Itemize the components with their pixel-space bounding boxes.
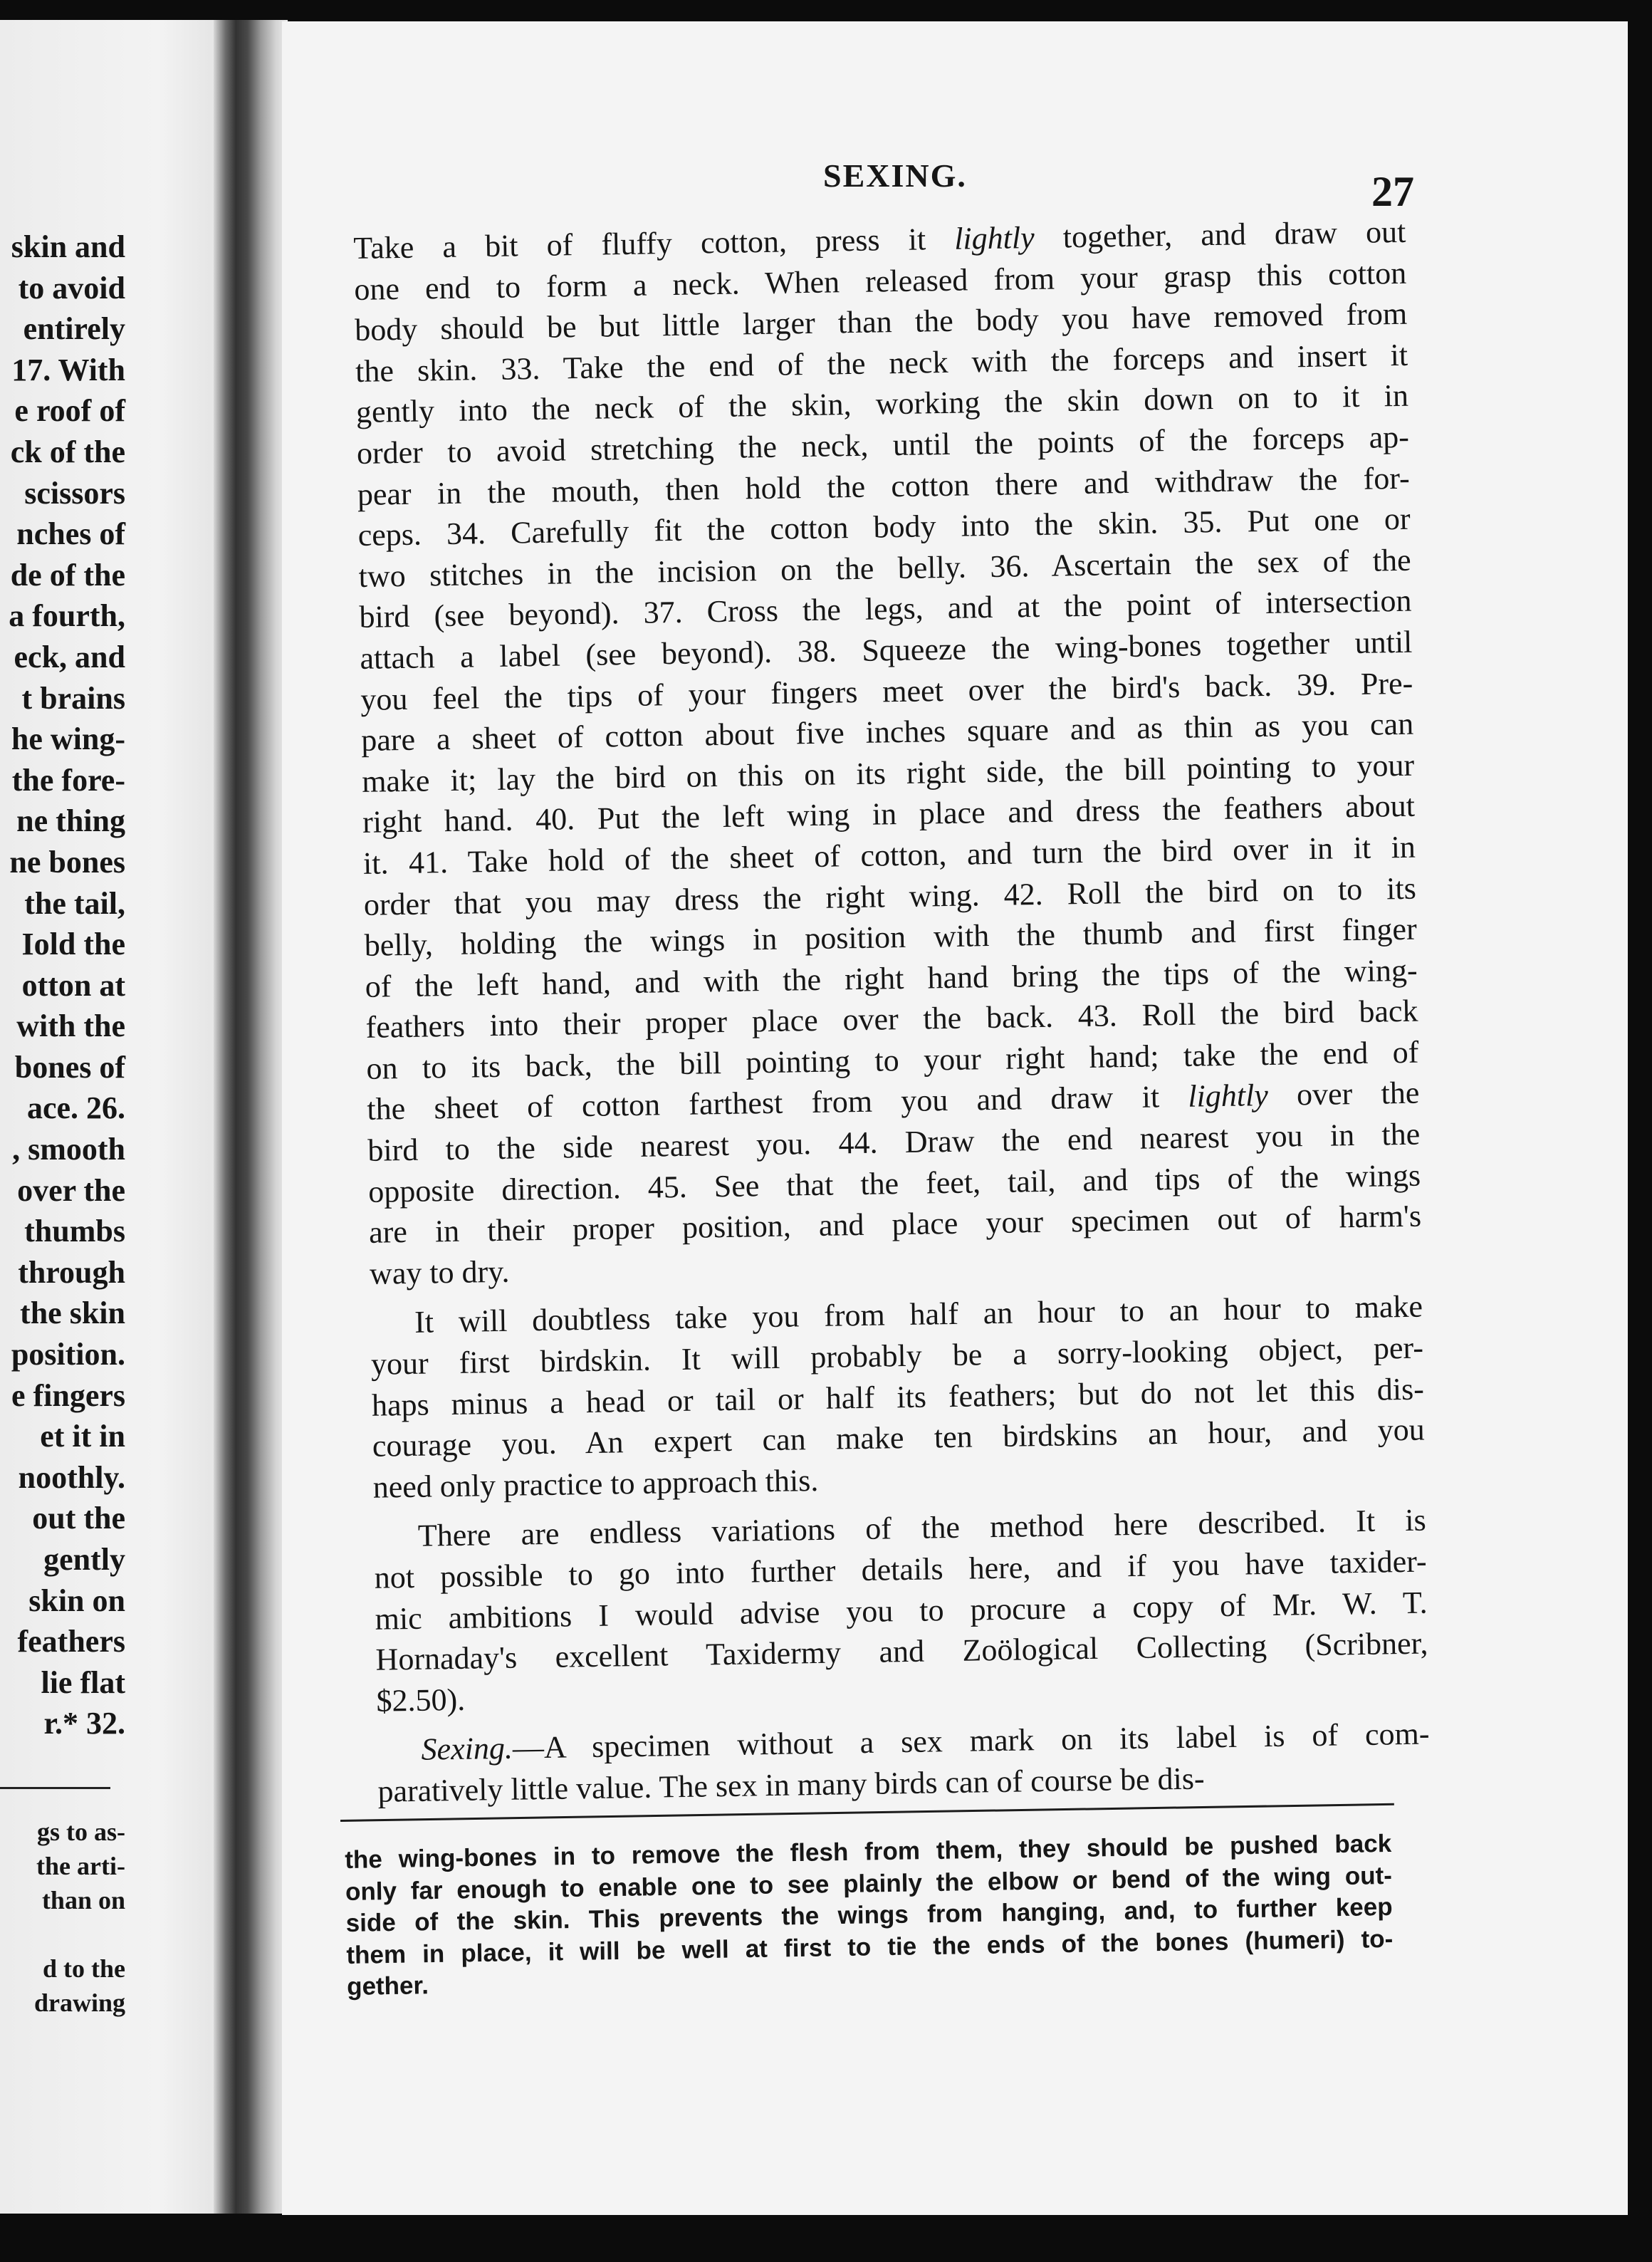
previous-page-footnote-line: than on [41, 1886, 125, 1914]
previous-page-line: ne bones [9, 844, 125, 880]
text-line: mic ambitions I would advise you to procure a copy of Mr. W. T. [375, 1585, 1428, 1637]
text-line: Sexing.—A specimen without a sex mark on its label is of com- [421, 1716, 1430, 1768]
text-line: courage you. An expert can make ten birdskins an hour, and you [372, 1412, 1426, 1464]
footnote-line: side of the skin. This prevents the wings from hanging, and, to further keep [345, 1892, 1393, 1937]
previous-page-line: entirely [23, 311, 125, 347]
text-line: pear in the mouth, then hold the cotton there and withdraw the for- [357, 460, 1411, 512]
text-line: opposite direction. 45. See that the feet, tail, and tips of the wings [367, 1157, 1421, 1209]
previous-page-line: et it in [40, 1419, 125, 1454]
book-page [282, 21, 1628, 2215]
previous-page-line: nches of [16, 516, 125, 552]
previous-page-footnote-line: the arti- [36, 1852, 125, 1880]
previous-page-line: skin and [11, 229, 125, 264]
text-line: way to dry. [369, 1254, 510, 1291]
text-line: your first birdskin. It will probably be a sorry-looking object, per- [370, 1330, 1424, 1382]
previous-page-line: ace. 26. [26, 1090, 125, 1126]
text-line: need only practice to approach this. [372, 1462, 819, 1505]
text-line: one end to form a neck. When released from your grasp this cotton [353, 255, 1407, 307]
text-line: make it; lay the bird on this on its right side, the bill pointing to your [361, 747, 1415, 799]
previous-page-line: a fourth, [9, 598, 125, 634]
previous-page-line: through [18, 1254, 125, 1290]
text-line: of the left hand, and with the right hand bring the tips of the wing- [365, 952, 1418, 1004]
italic-text: lightly [1187, 1078, 1269, 1115]
previous-page-line: thumbs [24, 1214, 125, 1249]
previous-page-line: out the [32, 1501, 125, 1536]
previous-page-footnote-line: drawing [33, 1989, 125, 2017]
text-line: two stitches in the incision on the belly. 36. Ascertain the sex of the [358, 542, 1411, 594]
text-line: gently into the neck of the skin, working the skin down on to it in [355, 378, 1409, 430]
previous-page-line: skin on [28, 1583, 125, 1618]
previous-page-line: the tail, [24, 885, 125, 921]
text-line: it. 41. Take hold of the sheet of cotton, and turn the bird over in it in [362, 829, 1416, 881]
footnote [345, 1828, 1394, 2003]
text-line: the sheet of cotton farthest from you and draw it lightly over the [367, 1075, 1420, 1127]
text-line: feathers into their proper place over the back. 43. Roll the bird back [365, 993, 1418, 1046]
previous-page-line: the fore- [11, 762, 125, 798]
footnote-line: the wing-bones in to remove the flesh from them, they should be pushed back [345, 1829, 1392, 1874]
previous-page-fragment [0, 20, 226, 2214]
previous-page-line: de of the [10, 557, 125, 593]
text-line: Take a bit of fluffy cotton, press it lightly together, and draw out [353, 214, 1406, 266]
text-line: attach a label (see beyond). 38. Squeeze the wing-bones together until [360, 624, 1413, 676]
book-gutter [214, 20, 288, 2214]
previous-page-line: to avoid [18, 270, 125, 306]
text-line: pare a sheet of cotton about five inches square and as thin as you can [360, 706, 1414, 759]
previous-page-line: over the [17, 1172, 125, 1208]
text-line: It will doubtless take you from half an hour to an hour to make [414, 1289, 1423, 1340]
previous-page-footnote-line: d to the [43, 1954, 125, 1983]
previous-page-line: ne thing [16, 803, 125, 839]
previous-page-line: position. [11, 1337, 125, 1372]
text-line: order to avoid stretching the neck, until the points of the forceps ap- [356, 419, 1410, 471]
text-line: bird to the side nearest you. 44. Draw the end nearest you in the [367, 1116, 1421, 1168]
previous-page-line: e roof of [14, 393, 125, 429]
paragraph [377, 1714, 1431, 1812]
previous-page-line: the skin [20, 1296, 125, 1331]
paragraph [370, 1286, 1426, 1508]
previous-page-line: scissors [24, 475, 125, 511]
text-line: paratively little value. The sex in many birds can of course be dis- [377, 1761, 1205, 1809]
body-text [353, 212, 1431, 1813]
previous-page-line: 17. With [11, 352, 125, 387]
previous-page-line: he wing- [11, 721, 125, 757]
previous-page-line: , smooth [12, 1132, 125, 1167]
text-line: There are endless variations of the method here described. It is [417, 1502, 1427, 1554]
previous-page-line: e fingers [11, 1377, 125, 1413]
footnote-line: only far enough to enable one to see plainly the elbow or bend of the wing out- [345, 1861, 1393, 1906]
text-line: you feel the tips of your fingers meet over the bird's back. 39. Pre- [360, 665, 1413, 717]
text-line: the skin. 33. Take the end of the neck with the forceps and insert it [355, 337, 1408, 389]
text-line: body should be but little larger than the body you have removed from [354, 296, 1408, 348]
previous-page-line: r.* 32. [43, 1706, 125, 1741]
previous-page-line: otton at [21, 967, 125, 1003]
previous-page-line: t brains [21, 680, 125, 716]
previous-page-footnote [0, 1815, 125, 2020]
text-line: Hornaday's excellent Taxidermy and Zoölogical Collecting (Scribner, [375, 1625, 1428, 1677]
running-head: SEXING. [823, 157, 967, 194]
previous-page-line: lie flat [41, 1664, 125, 1700]
footnote-line: gether. [346, 1971, 429, 2001]
paragraph [373, 1500, 1428, 1721]
text-line: are in their proper position, and place your specimen out of harm's [368, 1198, 1422, 1251]
previous-page-line: ck of the [10, 434, 125, 469]
text-line: haps minus a head or tail or half its feathers; but do not let this dis- [371, 1371, 1425, 1423]
text-line: on to its back, the bill pointing to your right hand; take the end of [366, 1034, 1419, 1086]
previous-page-line: bones of [14, 1049, 125, 1085]
previous-page-line: noothly. [18, 1459, 125, 1495]
previous-page-line: Iold the [21, 927, 125, 962]
footnote-line: them in place, it will be well at first to tie the ends of the bones (humeri) to- [346, 1924, 1394, 1969]
italic-text: lightly [953, 219, 1035, 256]
text-line: right hand. 40. Put the left wing in place and dress the feathers about [362, 788, 1416, 840]
text-line: not possible to go into further details here, and if you have taxider- [374, 1543, 1427, 1595]
text-line: order that you may dress the right wing. 42. Roll the bird on to its [363, 870, 1417, 922]
previous-page-line: eck, and [14, 639, 125, 674]
text-line: bird (see beyond). 37. Cross the legs, and at the point of intersection [359, 583, 1412, 635]
previous-page-footnote-rule [0, 1787, 110, 1789]
previous-page-line: with the [16, 1008, 125, 1044]
text-line: ceps. 34. Carefully fit the cotton body into the skin. 35. Put one or [357, 501, 1411, 553]
italic-text: Sexing. [421, 1731, 513, 1768]
page-number: 27 [1371, 168, 1414, 215]
paragraph [353, 212, 1422, 1294]
text-line: $2.50). [376, 1682, 466, 1719]
text-line: belly, holding the wings in position with the thumb and first finger [364, 911, 1418, 963]
previous-page-line: gently [43, 1542, 125, 1577]
previous-page-line: feathers [17, 1624, 125, 1659]
previous-page-footnote-gap [0, 1917, 125, 1951]
previous-page-footnote-line: gs to as- [37, 1818, 125, 1846]
previous-page-text-column [0, 226, 125, 1744]
